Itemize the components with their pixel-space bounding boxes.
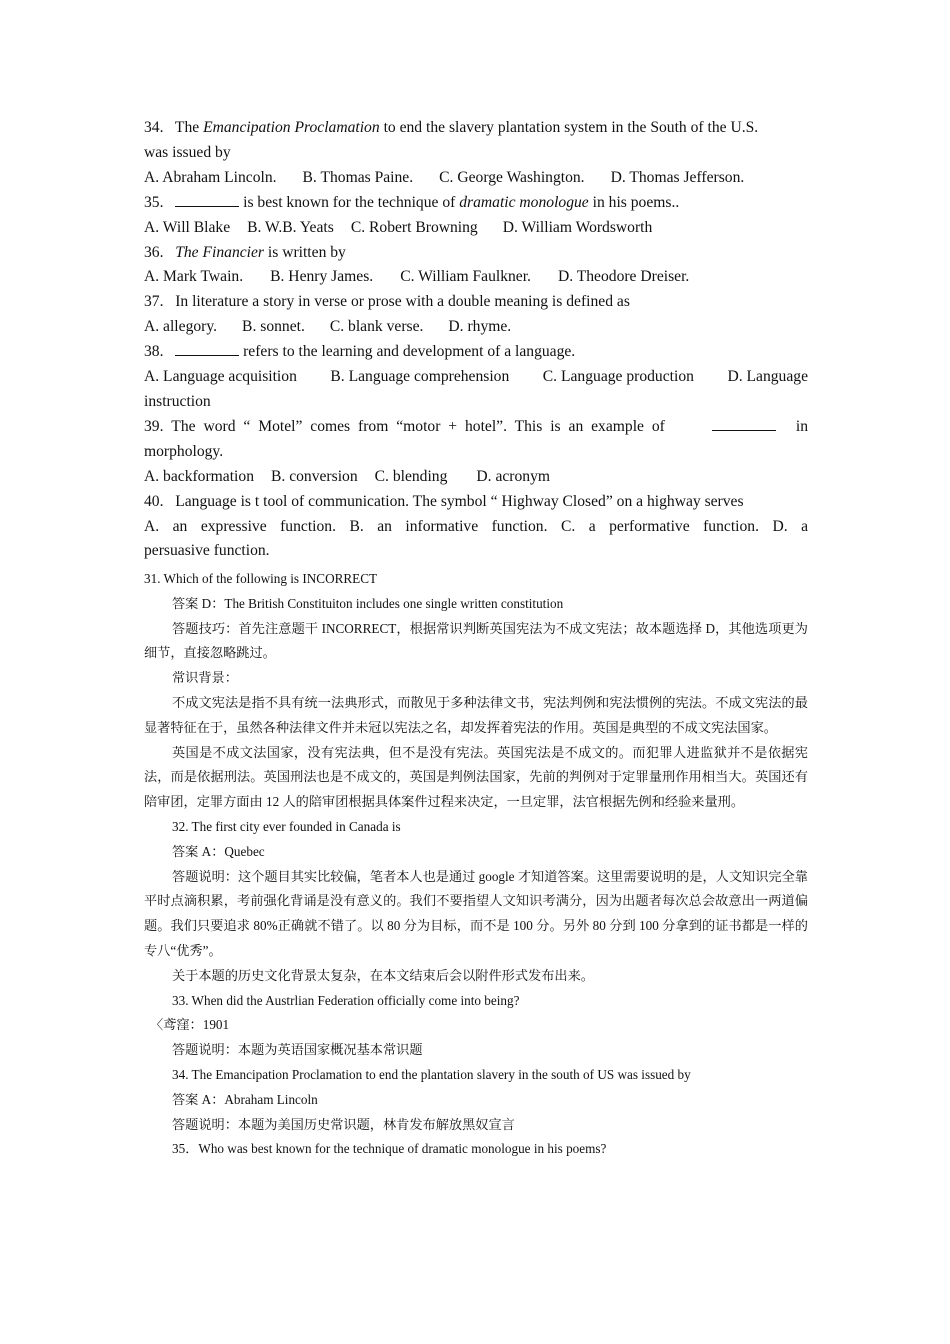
answer-33-question: 33. When did the Austrlian Federation officially come into being? xyxy=(172,992,520,1008)
option-c: C. William Faulkner. xyxy=(400,268,531,286)
option-c: C. blank verse. xyxy=(329,318,424,336)
question-38 xyxy=(144,340,808,365)
answer-32-note: 关于本题的历史文化背景太复杂，在本文结束后会以附件形式发布出来。 xyxy=(172,967,594,983)
question-number: 37. xyxy=(144,293,164,311)
option-a: A. Mark Twain. xyxy=(144,268,244,286)
option-a: A. Will Blake xyxy=(144,218,231,236)
answer-31-tip: 答题技巧：首先注意题干 INCORRECT，根据常识判断英国宪法为不成文宪法；故本题选择 D，其他选项更为细节，直接忽略跳过。 xyxy=(144,620,808,661)
option-b: B. conversion xyxy=(271,467,358,485)
question-39-cont: morphology. xyxy=(144,442,224,460)
option-b: B. sonnet. xyxy=(242,318,305,336)
question-39 xyxy=(144,415,808,440)
option-b: B. Thomas Paine. xyxy=(302,168,414,186)
question-text: Language is t tool of communication. The symbol “ Highway Closed” on a highway serves xyxy=(175,492,744,510)
question-number: 40. xyxy=(144,492,164,510)
option-b: B. Language comprehension xyxy=(330,368,510,386)
option-b: B. W.B. Yeats xyxy=(247,218,334,236)
option-b: B. Henry James. xyxy=(270,268,374,286)
answer-31-background-1: 不成文宪法是指不具有统一法典形式，而散见于多种法律文书，宪法判例和宪法惯例的宪法。不成文宪法的最显著特征在于，虽然各种法律文件并未冠以宪法之名，却发挥着宪法的作用。英国是典型的不成文宪法国家。 xyxy=(144,694,808,735)
option-c: C. Language production xyxy=(542,368,694,386)
question-text: in xyxy=(795,417,808,435)
option-a: A. Language acquisition xyxy=(144,368,297,386)
question-34 xyxy=(144,116,808,166)
question-number: 39. xyxy=(144,417,164,435)
answer-34-explanation: 答题说明：本题为美国历史常识题，林肯发布解放黑奴宣言 xyxy=(172,1116,515,1132)
option-d: D. William Wordsworth xyxy=(502,218,653,236)
answer-33-explanation: 答题说明：本题为英语国家概况基本常识题 xyxy=(172,1042,423,1058)
question-number: 35. xyxy=(144,193,164,211)
question-35 xyxy=(144,191,808,216)
option-c: C. blending xyxy=(374,467,448,485)
option-c: C. Robert Browning xyxy=(350,218,478,236)
work-title: The Financier xyxy=(175,243,264,261)
options-34 xyxy=(144,166,808,191)
answer-32-key: 答案 A：Quebec xyxy=(172,843,265,859)
answer-blank xyxy=(712,416,776,431)
options-40: A. an expressive function. B. an informative function. C. a performative function. D. a xyxy=(144,517,808,535)
question-40 xyxy=(144,490,808,515)
answer-35-question: 35．Who was best known for the technique of dramatic monologue in his poems? xyxy=(172,1141,607,1157)
answer-34-key: 答案 A：Abraham Lincoln xyxy=(172,1091,318,1107)
options-35 xyxy=(144,216,808,241)
options-36 xyxy=(144,265,808,290)
option-a: A. allegory. xyxy=(144,318,218,336)
question-number: 34. xyxy=(144,119,164,136)
option-a: A. Abraham Lincoln. xyxy=(144,168,277,186)
question-text: to end the slavery plantation system in the South of the U.S. xyxy=(383,119,759,136)
question-text: In literature a story in verse or prose with a double meaning is defined as xyxy=(175,293,630,311)
question-36 xyxy=(144,241,808,266)
option-d: D. Thomas Jefferson. xyxy=(610,168,745,186)
question-text: The xyxy=(174,119,200,136)
question-text: refers to the learning and development of a language. xyxy=(243,343,576,361)
question-number: 36. xyxy=(144,243,164,261)
option-d: D. acronym xyxy=(476,467,551,485)
answer-33-key: 〈鸢窪：1901 xyxy=(150,1017,230,1033)
question-section xyxy=(144,116,808,564)
option-d: D. Theodore Dreiser. xyxy=(557,268,690,286)
answer-section xyxy=(144,567,808,1162)
answer-blank xyxy=(175,341,239,356)
option-a: A. backformation xyxy=(144,467,254,485)
term: dramatic monologue xyxy=(459,193,589,211)
options-38 xyxy=(144,365,808,390)
option-d: D. Language xyxy=(727,368,808,386)
answer-31-background-2: 英国是不成文法国家，没有宪法典，但不是没有宪法。英国宪法是不成文的。而犯罪人进监狱并不是依据宪法，而是依据刑法。英国刑法也是不成文的，英国是判例法国家，先前的判例对于定罪量刑作用相当大。英国还有陪审团，定罪方面由 12 人的陪审团根据具体案件过程来决定，一旦定罪，法官根据先例和经验来量刑。 xyxy=(144,744,808,810)
options-37 xyxy=(144,315,808,340)
question-text: is written by xyxy=(267,243,346,261)
question-number: 38. xyxy=(144,343,164,361)
answer-blank xyxy=(175,192,239,207)
answer-31-key: 答案 D：The British Constituiton includes one single written constitution xyxy=(172,595,564,611)
answer-31-question: 31. Which of the following is INCORRECT xyxy=(144,571,378,586)
question-text: The word “ Motel” comes from “motor + hotel”. This is an example of xyxy=(171,417,665,435)
options-40-cont: persuasive function. xyxy=(144,542,270,560)
work-title: Emancipation Proclamation xyxy=(203,119,380,136)
question-text: was issued by xyxy=(144,143,231,161)
answer-31-background-label: 常识背景： xyxy=(172,670,238,686)
options-39 xyxy=(144,465,808,490)
option-d: D. rhyme. xyxy=(448,318,512,336)
options-38-cont: instruction xyxy=(144,392,211,410)
answer-32-explanation: 答题说明：这个题目其实比较偏，笔者本人也是通过 google 才知道答案。这里需要说明的是，人文知识完全靠平时点滴积累，考前强化背诵是没有意义的。我们不要指望人文知识考满分，因为出题者每次总会故意出一两道偏题。我们只要追求 80%正确就不错了。以 80 分为目标，而不是 100 分。另外 80 分到 100 分拿到的证书都是一样的专八“优秀”。 xyxy=(144,868,808,958)
answer-32-question: 32. The first city ever founded in Canada is xyxy=(172,818,401,834)
option-c: C. George Washington. xyxy=(439,168,585,186)
question-text: in his poems.. xyxy=(592,193,680,211)
question-37 xyxy=(144,290,808,315)
answer-34-question: 34. The Emancipation Proclamation to end the plantation slavery in the south of US was issued by xyxy=(172,1066,691,1082)
question-text: is best known for the technique of xyxy=(243,193,456,211)
